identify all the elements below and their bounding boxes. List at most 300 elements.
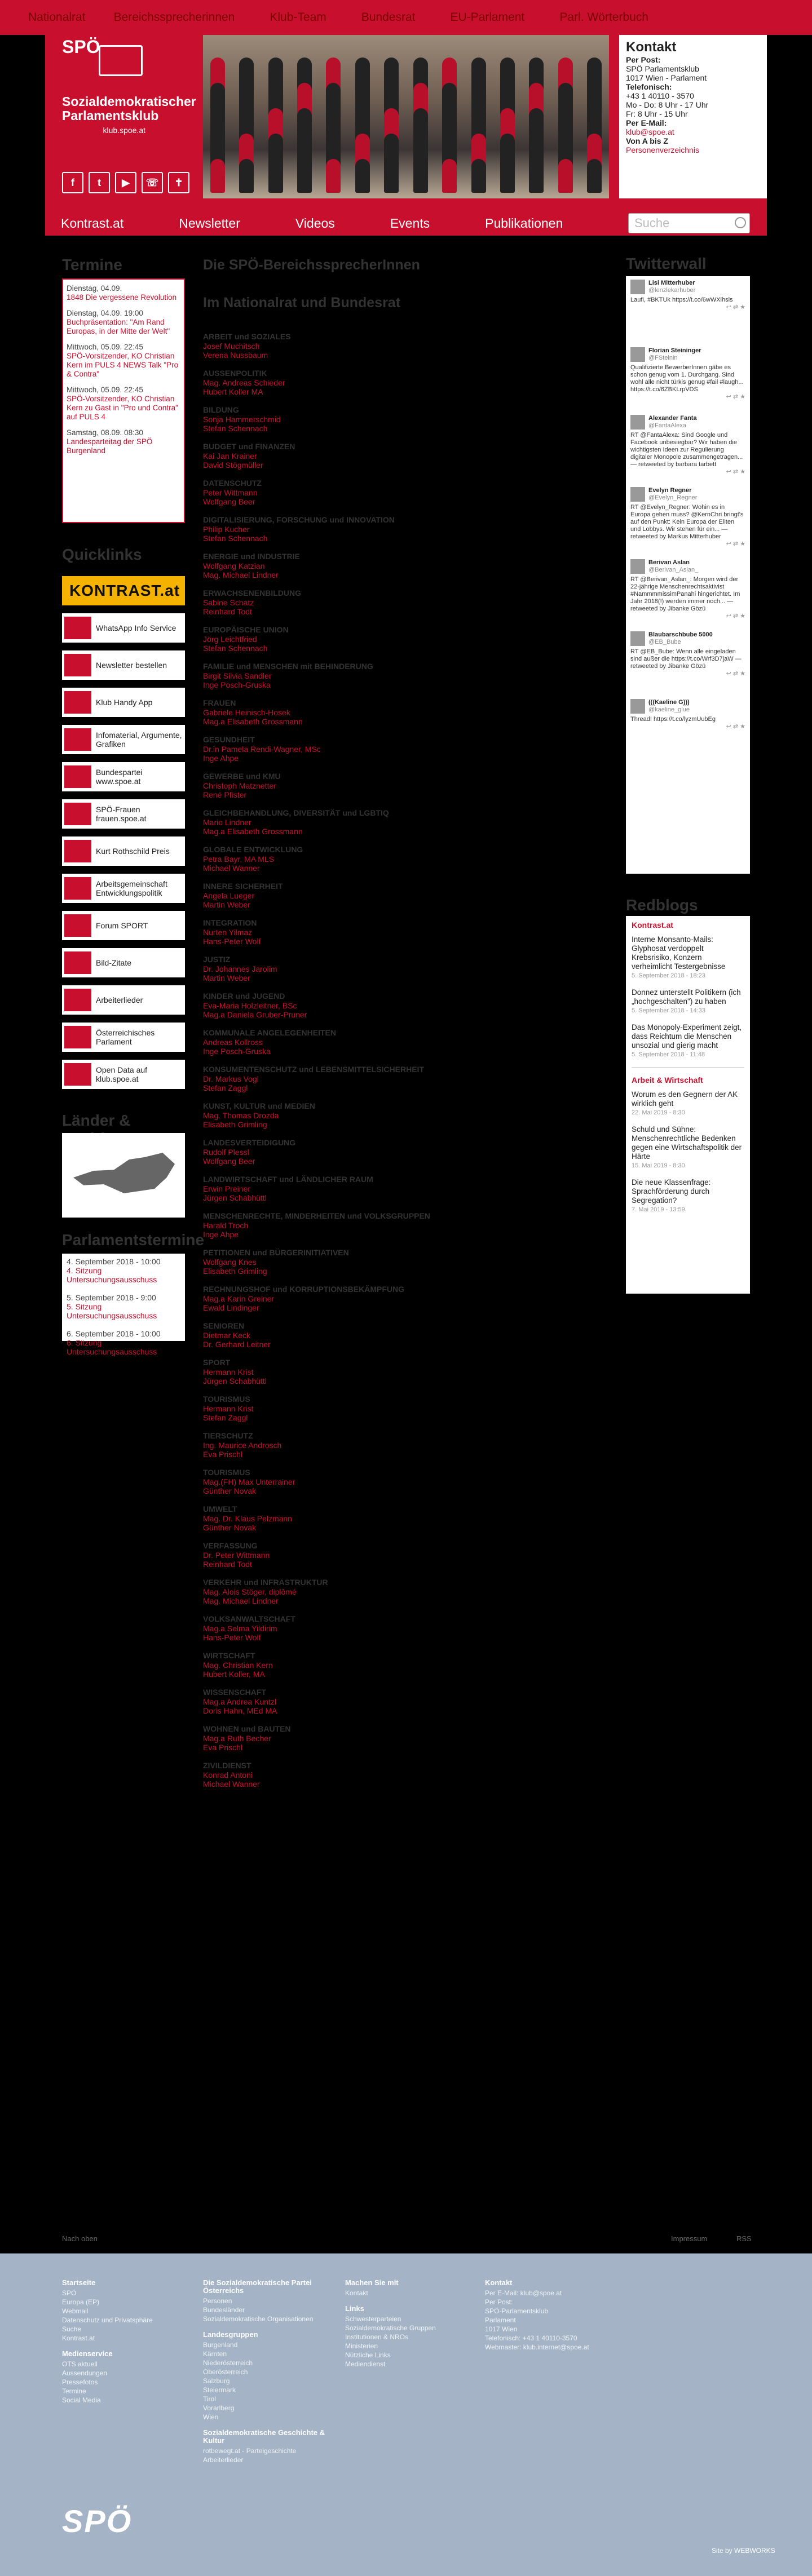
spokesperson-name[interactable]: Josef Muchitsch [203, 342, 260, 351]
redblog-source[interactable]: Arbeit & Wirtschaft [632, 1075, 703, 1085]
spokesperson-name[interactable]: Hans-Peter Wolf [203, 937, 261, 946]
tweet-actions-icon[interactable]: ↩ ⇄ ★ [726, 541, 745, 547]
spokesperson-section [203, 1028, 609, 1056]
footer-heading[interactable]: Machen Sie mit [345, 2278, 399, 2287]
quicklink-item[interactable] [62, 1060, 185, 1089]
footer-link[interactable]: Aussendungen [62, 2369, 108, 2377]
subnav-item[interactable]: Videos [295, 215, 335, 231]
footer-link[interactable]: Salzburg [203, 2377, 230, 2385]
kontakt-post-line: 1017 Wien - Parlament [626, 73, 707, 82]
redblog-title[interactable]: Das Monopoly-Experiment zeigt, dass Reichtum die Menschen unsozial und gierig macht [632, 1023, 742, 1050]
topnav-item[interactable]: Bereichssprecherinnen [113, 11, 235, 24]
tweet-text: Thread! https://t.co/lyzmUubEg [630, 716, 716, 723]
tweet [630, 415, 745, 476]
quicklink-label[interactable]: Arbeiterlieder [96, 995, 143, 1004]
spokesperson-name[interactable]: Mag.a Ruth Becher [203, 1734, 271, 1743]
spokesperson-name[interactable]: Elisabeth Grimling [203, 1267, 267, 1276]
footer [0, 2254, 812, 2576]
tweet-handle[interactable]: @FSteinin [648, 355, 678, 361]
parltermin-link[interactable]: 4. Sitzung Untersuchungsausschuss [67, 1266, 157, 1284]
spokesperson-name[interactable]: Dr.in Pamela Rendi-Wagner, MSc [203, 745, 321, 754]
footer-link[interactable]: Parlament [485, 2316, 516, 2324]
termin-date: Dienstag, 04.09. [67, 284, 122, 293]
spokesperson-name[interactable]: Michael Wanner [203, 1780, 260, 1789]
redblog-title[interactable]: Worum es den Gegnern der AK wirklich geht [632, 1090, 738, 1108]
parltermin-link[interactable]: 5. Sitzung Untersuchungsausschuss [67, 1302, 157, 1320]
tweet-handle[interactable]: @kaeline_glue [648, 706, 690, 713]
quicklink-label[interactable]: SPÖ-Frauen frauen.spoe.at [96, 805, 147, 823]
spokesperson-name[interactable]: Mag. Alois Stöger, diplômé [203, 1587, 297, 1596]
spokesperson-name[interactable]: Jürgen Schabhüttl [203, 1376, 267, 1386]
spokesperson-name[interactable]: Jürgen Schabhüttl [203, 1193, 267, 1202]
footer-heading[interactable]: Die Sozialdemokratische Partei Österreichs [203, 2278, 312, 2295]
subnav-item[interactable]: Events [390, 215, 430, 231]
quicklink-label[interactable]: Forum SPORT [96, 921, 148, 930]
footer-heading[interactable]: Startseite [62, 2278, 96, 2287]
subnav-item[interactable]: Newsletter [179, 215, 240, 231]
footer-bar [0, 2227, 812, 2254]
tweet-user [630, 280, 745, 294]
footer-link[interactable]: Mediendienst [345, 2360, 386, 2368]
footer-heading[interactable]: Medienservice [62, 2349, 113, 2358]
tweet-text: RT @Berivan_Aslan_: Morgen wird der 22-jährige Menschenrechtsaktivist #NammmmissimPanahi hingerichtet. Im Jahr 2018(!) werden immer noch... — retweeted by Jibanke Gözü [630, 576, 740, 612]
quicklink-item[interactable] [62, 911, 185, 940]
spokesperson-name[interactable]: Mag. Thomas Drozda [203, 1111, 279, 1120]
spokesperson-name[interactable]: Eva-Maria Holzleitner, BSc [203, 1001, 297, 1010]
footer-link[interactable]: 1017 Wien [485, 2325, 518, 2333]
tweet-name[interactable]: Evelyn Regner [648, 487, 692, 494]
quicklink-item[interactable] [62, 762, 185, 791]
tweet-text: Qualifizierte BewerberInnen gäbe es schon genug vom 1. Durchgang. Sind wohl alle nicht türkis genug #fail #laugh... https://t.co/6ZBKLrpVDS [630, 364, 744, 393]
spokesperson-name[interactable]: Mag.a Karin Greiner [203, 1294, 275, 1303]
laender-title: Länder & [62, 1112, 131, 1129]
tweet-name[interactable]: (((Kaeline G))) [648, 699, 690, 706]
footer-link[interactable]: Europa (EP) [62, 2298, 100, 2306]
spokesperson-name[interactable]: Verena Nussbaum [203, 351, 268, 360]
tweet-handle[interactable]: @Berivan_Aslan_ [648, 566, 699, 573]
spokesperson-name[interactable]: Birgit Silvia Sandler [203, 671, 272, 680]
person-figure [210, 159, 225, 193]
spokesperson-name[interactable]: Dr. Gerhard Leitner [203, 1340, 271, 1349]
footer-link[interactable]: Burgenland [203, 2341, 238, 2349]
footer-link[interactable]: Personen [203, 2297, 232, 2305]
quicklink-item[interactable] [62, 874, 185, 903]
tweet-user [630, 559, 745, 574]
photo-row [203, 57, 609, 80]
redblog-entry[interactable] [632, 1090, 744, 1117]
quicklink-label[interactable]: WhatsApp Info Service [96, 623, 176, 632]
footer-link[interactable]: Sozialdemokratische Gruppen [345, 2324, 436, 2332]
redblog-title[interactable]: Schuld und Sühne: Menschenrechtliche Bedenken gegen eine Wirtschaftspolitik der Härte [632, 1125, 742, 1161]
spokesperson-name[interactable]: Philip Kucher [203, 525, 250, 534]
footer-credit[interactable]: Site by WEBWORKS [712, 2547, 775, 2555]
footer-link[interactable]: Per E-Mail: klub@spoe.at [485, 2289, 562, 2297]
footer-link[interactable]: Kontrast.at [62, 2334, 95, 2342]
spokesperson-name[interactable]: Sabine Schatz [203, 598, 254, 607]
footer-link[interactable]: Telefonisch: +43 1 40110-3570 [485, 2334, 577, 2342]
footer-heading[interactable]: Kontakt [485, 2278, 513, 2287]
footer-link[interactable]: Niederösterreich [203, 2359, 253, 2367]
spokesperson-name[interactable]: Nurten Yilmaz [203, 928, 253, 937]
spokesperson-name[interactable]: Konrad Antoni [203, 1771, 253, 1780]
spokesperson-name[interactable]: Günther Novak [203, 1523, 257, 1532]
quicklink-item[interactable] [62, 576, 185, 605]
tweet-name[interactable]: Lisi Mitterhuber [648, 280, 695, 286]
footer-link[interactable]: Pressefotos [62, 2378, 98, 2386]
spokesperson-name[interactable]: Mag. Michael Lindner [203, 1596, 279, 1605]
spokesperson-section [203, 1174, 609, 1202]
footer-heading[interactable]: Links [345, 2304, 364, 2313]
spokesperson-name[interactable]: Christoph Matznetter [203, 781, 276, 790]
topnav-item[interactable]: Nationalrat [28, 11, 86, 24]
spokesperson-section [203, 1760, 609, 1789]
spokesperson-section [203, 588, 609, 616]
spokesperson-name[interactable]: Hubert Koller, MA [203, 1670, 265, 1679]
quicklink-icon [64, 765, 91, 788]
facebook-icon[interactable]: f [62, 172, 83, 193]
spokesperson-name[interactable]: Mag. Dr. Klaus Pelzmann [203, 1514, 292, 1523]
kontakt-mail-link[interactable]: klub@spoe.at [626, 127, 674, 136]
austria-map[interactable] [62, 1133, 185, 1218]
redblog-source[interactable]: Kontrast.at [632, 920, 673, 930]
party-url[interactable]: klub.spoe.at [103, 126, 145, 135]
quicklink-label[interactable]: Open Data auf klub.spoe.at [96, 1065, 148, 1083]
termin-item [67, 309, 180, 336]
spokesperson-name[interactable]: Rudolf Plessl [203, 1148, 249, 1157]
tweet-handle[interactable]: @EB_Bube [648, 639, 681, 645]
spokesperson-name[interactable]: Mag.a Daniela Gruber-Pruner [203, 1010, 307, 1019]
section-heading: ZIVILDIENST [203, 1761, 251, 1770]
kontakt-mail-label: Per E-Mail: [626, 118, 667, 127]
spokesperson-section [203, 881, 609, 909]
spokesperson-section [203, 515, 609, 543]
quicklink-item[interactable] [62, 613, 185, 643]
spokesperson-name[interactable]: Erwin Preiner [203, 1184, 251, 1193]
search-input[interactable]: Suche [628, 213, 750, 233]
redblog-entry[interactable] [632, 1178, 744, 1214]
termin-date: Mittwoch, 05.09. 22:45 [67, 343, 143, 351]
spokesperson-name[interactable]: Wolfgang Beer [203, 1157, 255, 1166]
spokesperson-name[interactable]: Hubert Koller MA [203, 387, 263, 396]
section-heading: EUROPÄISCHE UNION [203, 625, 289, 634]
quicklink-label[interactable]: Newsletter bestellen [96, 661, 167, 670]
footer-link[interactable]: rotbewegt.at - Parteigeschichte [203, 2447, 297, 2455]
spokesperson-name[interactable]: Martin Weber [203, 900, 250, 909]
spokesperson-name[interactable]: Andreas Kollross [203, 1038, 263, 1047]
footer-link[interactable]: Steiermark [203, 2386, 236, 2394]
termin-link[interactable]: Landesparteitag der SPÖ Burgenland [67, 437, 153, 455]
avatar[interactable] [630, 559, 645, 574]
footer-link[interactable]: Vorarlberg [203, 2404, 235, 2412]
topnav-item[interactable]: Klub-Team [270, 11, 326, 24]
quicklink-label[interactable]: Österreichisches Parlament [96, 1028, 155, 1046]
redblog-entry[interactable] [632, 1023, 744, 1059]
quicklink-item[interactable] [62, 725, 185, 754]
quicklink-icon [64, 654, 91, 676]
footer-link[interactable]: Webmaster: klub.internet@spoe.at [485, 2343, 589, 2351]
avatar[interactable] [630, 415, 645, 430]
spokesperson-name[interactable]: Stefan Schennach [203, 534, 268, 543]
quicklink-label[interactable]: Arbeitsgemeinschaft Entwicklungspolitik [96, 879, 167, 897]
termin-link[interactable]: 1848 Die vergessene Revolution [67, 293, 177, 302]
avatar[interactable] [630, 280, 645, 294]
section-heading: JUSTIZ [203, 955, 231, 964]
tweet-handle[interactable]: @lenzlekarhuber [648, 287, 696, 294]
impressum-link[interactable]: Impressum [671, 2234, 708, 2243]
tweet-name[interactable]: Blaubarschbube 5000 [648, 631, 713, 638]
spokesperson-name[interactable]: Mario Lindner [203, 818, 251, 827]
search-icon [735, 217, 746, 228]
spokesperson-name[interactable]: Stefan Zaggl [203, 1413, 248, 1422]
footer-link[interactable]: Ministerien [345, 2342, 378, 2350]
footer-link[interactable]: Webmail [62, 2307, 89, 2315]
topnav-item[interactable]: EU-Parlament [450, 11, 525, 24]
subnav-item[interactable]: Publikationen [485, 215, 563, 231]
spokesperson-name[interactable]: Mag.a Andrea Kuntzl [203, 1697, 276, 1706]
spokesperson-name[interactable]: Dr. Markus Vogl [203, 1074, 259, 1083]
quicklink-label[interactable]: Infomaterial, Argumente, Grafiken [96, 731, 182, 749]
spokesperson-name[interactable]: René Pfister [203, 790, 247, 799]
spokesperson-name[interactable]: Wolfgang Knes [203, 1258, 257, 1267]
spokesperson-section [203, 331, 609, 360]
footer-link[interactable]: Kontakt [345, 2289, 368, 2297]
termin-date: Dienstag, 04.09. 19:00 [67, 309, 143, 317]
quicklink-label[interactable]: Bundespartei www.spoe.at [96, 768, 143, 786]
tweet-actions-icon[interactable]: ↩ ⇄ ★ [726, 670, 745, 677]
back-to-top-link[interactable]: Nach oben [62, 2234, 98, 2243]
spokesperson-name[interactable]: Stefan Schennach [203, 424, 268, 433]
footer-link[interactable]: Nützliche Links [345, 2351, 391, 2359]
footer-link[interactable]: Wien [203, 2413, 219, 2421]
parltermin-date: 4. September 2018 - 10:00 [67, 1257, 161, 1266]
spokesperson-name[interactable]: Inge Posch-Gruska [203, 680, 271, 689]
spokesperson-name[interactable]: Mag. Andreas Schieder [203, 378, 285, 387]
redblog-date: 5. September 2018 - 14:33 [632, 1007, 705, 1014]
quicklink-icon [64, 951, 91, 974]
spokesperson-name[interactable]: Petra Bayr, MA MLS [203, 855, 275, 864]
tweet-handle[interactable]: @FantaAlexa [648, 422, 686, 429]
redblog-entry[interactable] [632, 935, 744, 980]
quicklink-item[interactable] [62, 836, 185, 866]
brand-logo[interactable]: SPÖ [62, 37, 100, 57]
quicklink-label[interactable]: KONTRAST.at [69, 582, 180, 599]
footer-link[interactable]: Oberösterreich [203, 2368, 248, 2376]
spokesperson-name[interactable]: Eva Prischl [203, 1743, 243, 1752]
spokesperson-name[interactable]: Eva Prischl [203, 1450, 243, 1459]
footer-column [485, 2279, 615, 2352]
spokesperson-name[interactable]: Jörg Leichtfried [203, 635, 257, 644]
redblog-title[interactable]: Interne Monsanto-Mails: Glyphosat verdoppelt Krebsrisiko, Konzern verheimlicht Testergebnisse [632, 935, 726, 971]
topnav-item[interactable]: Bundesrat [361, 11, 416, 24]
spoe-icon[interactable]: ✝ [168, 172, 189, 193]
section-heading: KONSUMENTENSCHUTZ und LEBENSMITTELSICHERHEIT [203, 1065, 424, 1074]
tweet-actions-icon[interactable]: ↩ ⇄ ★ [726, 613, 745, 619]
footer-link[interactable]: Suche [62, 2325, 82, 2333]
quicklink-icon [64, 691, 91, 714]
quicklink-item[interactable] [62, 948, 185, 977]
quicklink-icon [64, 840, 91, 862]
spokesperson-name[interactable]: Reinhard Todt [203, 1560, 252, 1569]
spokesperson-name[interactable]: Inge Ahpe [203, 754, 239, 763]
spokesperson-section [203, 1614, 609, 1642]
termin-link[interactable]: Buchpräsentation: "Am Rand Europas, in der Mitte der Welt" [67, 318, 170, 335]
section-heading: SPORT [203, 1358, 231, 1367]
footer-link[interactable]: Bundesländer [203, 2306, 245, 2314]
quicklink-item[interactable] [62, 1023, 185, 1052]
spokesperson-name[interactable]: Doris Hahn, MEd MA [203, 1706, 277, 1715]
section-heading: DIGITALISIERUNG, FORSCHUNG und INNOVATION [203, 515, 395, 524]
section-heading: TOURISMUS [203, 1395, 250, 1404]
tweet-text: Laufi, #BKTUk https://t.co/6wWXlhsls [630, 296, 733, 303]
spokesperson-name[interactable]: Martin Weber [203, 973, 250, 982]
termin-link[interactable]: SPÖ-Vorsitzender, KO Christian Kern zu Gast in "Pro und Contra" auf PULS 4 [67, 395, 178, 421]
footer-link[interactable]: Datenschutz und Privatsphäre [62, 2316, 153, 2324]
spokesperson-name[interactable]: Inge Posch-Gruska [203, 1047, 271, 1056]
spokesperson-name[interactable]: Ing. Maurice Androsch [203, 1441, 282, 1450]
spokesperson-name[interactable]: Michael Wanner [203, 864, 260, 873]
spokesperson-name[interactable]: Mag. Michael Lindner [203, 570, 279, 579]
tweet-actions-icon[interactable]: ↩ ⇄ ★ [726, 723, 745, 730]
spokesperson-name[interactable]: Harald Troch [203, 1221, 249, 1230]
spokesperson-name[interactable]: Inge Ahpe [203, 1230, 239, 1239]
spokesperson-name[interactable]: Mag.a Elisabeth Grossmann [203, 717, 303, 726]
person-figure [268, 159, 283, 193]
subnav-item[interactable]: Kontrast.at [61, 215, 124, 231]
twitter-icon[interactable]: t [89, 172, 110, 193]
quicklink-item[interactable] [62, 985, 185, 1015]
social-links [62, 172, 189, 193]
person-figure [239, 159, 254, 193]
spokesperson-name[interactable]: Peter Wittmann [203, 488, 258, 497]
footer-heading[interactable]: Landesgruppen [203, 2330, 258, 2339]
section-heading: BILDUNG [203, 405, 239, 414]
party-name: Sozialdemokratischer Parlamentsklub [62, 94, 196, 123]
person-figure [413, 159, 428, 193]
rss-link[interactable]: RSS [736, 2234, 752, 2243]
termine-title: Termine [62, 256, 122, 273]
spokesperson-name[interactable]: Mag.a Elisabeth Grossmann [203, 827, 303, 836]
kontakt-az-link[interactable]: Personenverzeichnis [626, 145, 699, 154]
footer-link[interactable]: Arbeiterlieder [203, 2456, 244, 2464]
tweet-name[interactable]: Alexander Fanta [648, 415, 697, 422]
footer-heading[interactable]: Sozialdemokratische Geschichte & Kultur [203, 2428, 325, 2445]
spokesperson-name[interactable]: Stefan Schennach [203, 644, 268, 653]
tweet-actions-icon[interactable]: ↩ ⇄ ★ [726, 393, 745, 400]
footer-link[interactable]: SPÖ-Parlamentsklub [485, 2307, 549, 2315]
spokesperson-name[interactable]: Angela Lueger [203, 891, 255, 900]
redblog-date: 22. Mai 2019 - 8:30 [632, 1109, 685, 1116]
tweet-names [648, 559, 698, 574]
spokesperson-name[interactable]: Ewald Lindinger [203, 1303, 259, 1312]
footer-link[interactable]: Institutionen & NROs [345, 2333, 409, 2341]
whatsapp-icon[interactable]: ☏ [142, 172, 163, 193]
main-content [203, 257, 609, 1797]
spokesperson-section [203, 844, 609, 873]
tweet-user [630, 347, 745, 362]
spokesperson-name[interactable]: Günther Novak [203, 1486, 257, 1495]
person-figure [587, 159, 602, 193]
footer-link[interactable]: Schwesterparteien [345, 2315, 401, 2323]
spokesperson-name[interactable]: Wolfgang Katzian [203, 561, 265, 570]
footer-link[interactable]: Kärnten [203, 2350, 227, 2358]
footer-link[interactable]: Per Post: [485, 2298, 513, 2306]
topnav-item[interactable]: Parl. Wörterbuch [559, 11, 648, 24]
spokesperson-name[interactable]: Reinhard Todt [203, 607, 252, 616]
spokesperson-name[interactable]: Sonja Hammerschmid [203, 415, 281, 424]
footer-link[interactable]: Social Media [62, 2396, 101, 2404]
person-figure [558, 159, 573, 193]
footer-link[interactable]: Sozialdemokratische Organisationen [203, 2315, 314, 2323]
footer-link[interactable]: Tirol [203, 2395, 216, 2403]
spokesperson-name[interactable]: Kai Jan Krainer [203, 452, 257, 461]
redblog-date: 5. September 2018 - 18:23 [632, 972, 705, 979]
spokesperson-name[interactable]: Dr. Johannes Jarolim [203, 964, 277, 973]
spokesperson-section [203, 441, 609, 470]
quicklink-label[interactable]: Kurt Rothschild Preis [96, 847, 170, 856]
kontakt-tel-line: Mo - Do: 8 Uhr - 17 Uhr [626, 100, 709, 109]
section-heading: ARBEIT und SOZIALES [203, 332, 291, 341]
spokesperson-name[interactable]: Mag. Christian Kern [203, 1661, 273, 1670]
spokesperson-name[interactable]: Dietmar Keck [203, 1331, 251, 1340]
tweet-name[interactable]: Florian Steininger [648, 347, 701, 354]
person-figure [500, 159, 515, 193]
avatar[interactable] [630, 347, 645, 362]
tweet-name[interactable]: Berivan Aslan [648, 559, 690, 566]
tweet-actions-icon[interactable]: ↩ ⇄ ★ [726, 468, 745, 475]
spokesperson-name[interactable]: Hans-Peter Wolf [203, 1633, 261, 1642]
spokesperson-name[interactable]: Gabriele Heinisch-Hosek [203, 708, 290, 717]
tweet-handle[interactable]: @Evelyn_Regner [648, 494, 698, 501]
quicklink-label[interactable]: Bild-Zitate [96, 958, 132, 967]
spokesperson-name[interactable]: Dr. Peter Wittmann [203, 1551, 270, 1560]
spokesperson-section [203, 991, 609, 1019]
quicklink-item[interactable] [62, 799, 185, 829]
footer-link[interactable]: SPÖ [62, 2289, 77, 2297]
parltermin-item [67, 1329, 180, 1356]
spokesperson-section [203, 808, 609, 836]
tweet-user [630, 631, 745, 646]
redblog-entry[interactable] [632, 988, 744, 1015]
avatar[interactable] [630, 699, 645, 714]
quicklink-item[interactable] [62, 650, 185, 680]
tweet-names [648, 347, 701, 362]
redblog-title[interactable]: Donnez unterstellt Politikern (ich „hochgeschalten") zu haben [632, 988, 741, 1006]
section-heading: VERKEHR und INFRASTRUKTUR [203, 1578, 328, 1587]
spokesperson-name[interactable]: David Stögmüller [203, 461, 263, 470]
youtube-icon[interactable]: ▶ [115, 172, 136, 193]
spokesperson-name[interactable]: Mag.a Selma Yildirim [203, 1624, 277, 1633]
spokesperson-name[interactable]: Wolfgang Beer [203, 497, 255, 506]
spokesperson-name[interactable]: Hermann Krist [203, 1367, 254, 1376]
spokesperson-name[interactable]: Hermann Krist [203, 1404, 254, 1413]
spokesperson-name[interactable]: Stefan Zaggl [203, 1083, 248, 1092]
redblog-entry[interactable] [632, 1125, 744, 1170]
quicklink-label[interactable]: Klub Handy App [96, 698, 153, 707]
spokesperson-name[interactable]: Mag.(FH) Max Unterrainer [203, 1477, 295, 1486]
parltermin-link[interactable]: 6. Sitzung Untersuchungsausschuss [67, 1338, 157, 1356]
section-heading: WIRTSCHAFT [203, 1651, 255, 1660]
spokesperson-name[interactable]: Elisabeth Grimling [203, 1120, 267, 1129]
termin-link[interactable]: SPÖ-Vorsitzender, KO Christian Kern im PULS 4 NEWS Talk "Pro & Contra" [67, 352, 179, 378]
redblog-title[interactable]: Die neue Klassenfrage: Sprachförderung durch Segregation? [632, 1178, 711, 1205]
footer-link[interactable]: Termine [62, 2387, 86, 2395]
avatar[interactable] [630, 631, 645, 646]
footer-link[interactable]: OTS aktuell [62, 2360, 98, 2368]
quicklink-item[interactable] [62, 688, 185, 717]
austria-map-shape[interactable] [73, 1153, 175, 1198]
avatar[interactable] [630, 487, 645, 502]
tweet-actions-icon[interactable]: ↩ ⇄ ★ [726, 304, 745, 311]
